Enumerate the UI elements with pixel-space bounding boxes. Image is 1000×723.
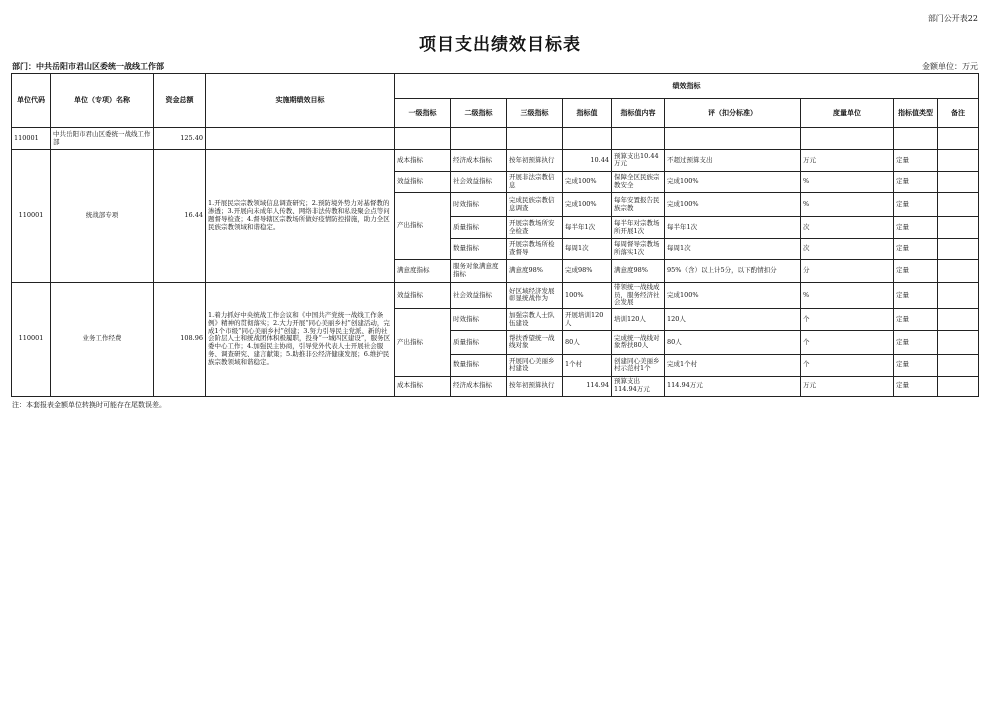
indicator-level1: 效益指标 bbox=[395, 282, 451, 309]
indicator-level3: 开展宗教场所检查督导 bbox=[507, 238, 563, 259]
col-remark: 备注 bbox=[938, 99, 979, 127]
footer-note: 注：本套报表金额单位转换时可能存在尾数误差。 bbox=[12, 401, 166, 409]
indicator-value: 1个村 bbox=[563, 355, 612, 376]
indicator-remark bbox=[938, 330, 979, 354]
indicator-remark bbox=[938, 376, 979, 396]
summary-code: 110001 bbox=[12, 127, 51, 149]
indicator-value-content: 每周督导宗教场所落实1次 bbox=[612, 238, 665, 259]
indicator-measure-unit: 个 bbox=[801, 355, 894, 376]
indicator-level2: 质量指标 bbox=[451, 330, 507, 354]
indicator-value: 80人 bbox=[563, 330, 612, 354]
summary-amount: 125.40 bbox=[154, 127, 206, 149]
indicator-level2: 时效指标 bbox=[451, 309, 507, 330]
indicator-level3: 按年初预算执行 bbox=[507, 376, 563, 396]
indicator-value-content: 预算支出10.44万元 bbox=[612, 150, 665, 171]
indicator-level1: 效益指标 bbox=[395, 171, 451, 192]
project-goals: 1.开展民宗宗教领域信息调查研究；2.预防境外势力对基督教的渗透；3.开展向未成年人传教、网络非法传教和私设聚会点等问题督导检查；4.督导辖区宗教场所做好疫情防控措施，助力全区民族宗教领域和谐稳定。 bbox=[206, 150, 395, 282]
report-tagline: 部门公开表22 bbox=[927, 14, 978, 23]
indicator-level3: 帮扶香望统一战线对象 bbox=[507, 330, 563, 354]
indicator-value: 完成100% bbox=[563, 193, 612, 217]
indicator-value: 开展培训120人 bbox=[563, 309, 612, 330]
indicator-measure-unit: % bbox=[801, 193, 894, 217]
indicator-level3: 好区域经济发展彰显统战作为 bbox=[507, 282, 563, 309]
indicator-scoring: 120人 bbox=[665, 309, 801, 330]
indicator-value-content: 预算支出114.94万元 bbox=[612, 376, 665, 396]
page-title: 项目支出绩效目标表 bbox=[419, 35, 581, 55]
project-name: 业务工作经费 bbox=[51, 282, 154, 396]
indicator-value-content: 保障全区民族宗教安全 bbox=[612, 171, 665, 192]
indicator-level3: 开展同心美丽乡村建设 bbox=[507, 355, 563, 376]
indicator-level3: 满意度98% bbox=[507, 260, 563, 282]
indicator-value-type: 定量 bbox=[894, 355, 938, 376]
indicator-level3: 完成民族宗教信息调查 bbox=[507, 193, 563, 217]
performance-table bbox=[11, 73, 979, 397]
indicator-measure-unit: 次 bbox=[801, 238, 894, 259]
indicator-measure-unit: 次 bbox=[801, 217, 894, 238]
indicator-level2: 质量指标 bbox=[451, 217, 507, 238]
col-level2: 二级指标 bbox=[451, 99, 507, 127]
indicator-row bbox=[12, 150, 979, 171]
project-code: 110001 bbox=[12, 150, 51, 282]
col-level1: 一级指标 bbox=[395, 99, 451, 127]
col-value-content: 指标值内容 bbox=[612, 99, 665, 127]
indicator-measure-unit: 个 bbox=[801, 330, 894, 354]
indicator-value: 100% bbox=[563, 282, 612, 309]
indicator-value: 每周1次 bbox=[563, 238, 612, 259]
indicator-value-type: 定量 bbox=[894, 260, 938, 282]
indicator-level3: 加强宗教人士队伍建设 bbox=[507, 309, 563, 330]
indicator-scoring: 95%（含）以上计5分，以下酌情扣分 bbox=[665, 260, 801, 282]
indicator-level2: 经济成本指标 bbox=[451, 376, 507, 396]
indicator-measure-unit: 个 bbox=[801, 309, 894, 330]
indicator-scoring: 完成100% bbox=[665, 193, 801, 217]
indicator-value-content: 每年安置报告民族宗教 bbox=[612, 193, 665, 217]
indicator-remark bbox=[938, 171, 979, 192]
indicator-measure-unit: % bbox=[801, 282, 894, 309]
indicator-level1: 成本指标 bbox=[395, 150, 451, 171]
indicator-level2: 时效指标 bbox=[451, 193, 507, 217]
indicator-value-type: 定量 bbox=[894, 193, 938, 217]
col-total-funds: 资金总额 bbox=[154, 74, 206, 128]
indicator-remark bbox=[938, 355, 979, 376]
indicator-value: 114.94 bbox=[563, 376, 612, 396]
indicator-scoring: 不超过预算支出 bbox=[665, 150, 801, 171]
col-value: 指标值 bbox=[563, 99, 612, 127]
indicator-value-type: 定量 bbox=[894, 282, 938, 309]
project-amount: 16.44 bbox=[154, 150, 206, 282]
indicator-level3: 开展非法宗教信息 bbox=[507, 171, 563, 192]
indicator-value-type: 定量 bbox=[894, 171, 938, 192]
amount-unit-label: 金额单位：万元 bbox=[922, 62, 978, 71]
department-label: 部门：中共岳阳市君山区委统一战线工作部 bbox=[12, 61, 164, 71]
indicator-level1: 成本指标 bbox=[395, 376, 451, 396]
indicator-scoring: 完成1个村 bbox=[665, 355, 801, 376]
indicator-measure-unit: 万元 bbox=[801, 376, 894, 396]
indicator-remark bbox=[938, 217, 979, 238]
indicator-remark bbox=[938, 260, 979, 282]
indicator-level1: 满意度指标 bbox=[395, 260, 451, 282]
summary-name: 中共岳阳市君山区委统一战线工作部 bbox=[51, 127, 154, 149]
indicator-scoring: 每周1次 bbox=[665, 238, 801, 259]
indicator-remark bbox=[938, 150, 979, 171]
project-name: 统战部专项 bbox=[51, 150, 154, 282]
indicator-remark bbox=[938, 309, 979, 330]
indicator-measure-unit: 分 bbox=[801, 260, 894, 282]
indicator-level1: 产出指标 bbox=[395, 193, 451, 260]
indicator-value-type: 定量 bbox=[894, 238, 938, 259]
indicator-value-content: 每半年对宗教场所开展1次 bbox=[612, 217, 665, 238]
col-indicators: 绩效指标 bbox=[395, 74, 979, 99]
project-amount: 108.96 bbox=[154, 282, 206, 396]
indicator-scoring: 完成100% bbox=[665, 171, 801, 192]
indicator-scoring: 80人 bbox=[665, 330, 801, 354]
indicator-value-type: 定量 bbox=[894, 217, 938, 238]
project-code: 110001 bbox=[12, 282, 51, 396]
indicator-remark bbox=[938, 193, 979, 217]
indicator-level2: 数量指标 bbox=[451, 355, 507, 376]
indicator-value-type: 定量 bbox=[894, 309, 938, 330]
indicator-level2: 社会效益指标 bbox=[451, 282, 507, 309]
col-unit-code: 单位代码 bbox=[12, 74, 51, 128]
col-value-type: 指标值类型 bbox=[894, 99, 938, 127]
col-goals: 实施期绩效目标 bbox=[206, 74, 395, 128]
indicator-value-content: 创建同心美丽乡村示范村1个 bbox=[612, 355, 665, 376]
indicator-measure-unit: % bbox=[801, 171, 894, 192]
col-scoring: 评（扣分标准） bbox=[665, 99, 801, 127]
indicator-value-type: 定量 bbox=[894, 330, 938, 354]
indicator-level2: 数量指标 bbox=[451, 238, 507, 259]
indicator-value-type: 定量 bbox=[894, 376, 938, 396]
indicator-measure-unit: 万元 bbox=[801, 150, 894, 171]
indicator-level2: 社会效益指标 bbox=[451, 171, 507, 192]
indicator-value: 完成98% bbox=[563, 260, 612, 282]
indicator-value-content: 满意度98% bbox=[612, 260, 665, 282]
indicator-level3: 按年初预算执行 bbox=[507, 150, 563, 171]
indicator-row bbox=[12, 282, 979, 309]
indicator-scoring: 完成100% bbox=[665, 282, 801, 309]
project-goals: 1.着力抓好中央统战工作会议和《中国共产党统一战线工作条例》精神的贯彻落实；2.大力开展“同心美丽乡村”创建活动，完成1个市级“同心美丽乡村”创建；3.努力引导民主党派、新的社会阶层人士和统战团体积极履职，投身“一城四区建设”，服务区委中心工作；4.加强民主协商，引导党外代表人士开展社会服务、调查研究、建言献策；5.助推非公经济健康发展；6.维护民族宗教领域和谐稳定。 bbox=[206, 282, 395, 396]
col-measure-unit: 度量单位 bbox=[801, 99, 894, 127]
indicator-value: 完成100% bbox=[563, 171, 612, 192]
col-level3: 三级指标 bbox=[507, 99, 563, 127]
col-unit-name: 单位（专项）名称 bbox=[51, 74, 154, 128]
indicator-remark bbox=[938, 282, 979, 309]
indicator-scoring: 每半年1次 bbox=[665, 217, 801, 238]
summary-row bbox=[12, 127, 979, 149]
indicator-level2: 服务对象满意度指标 bbox=[451, 260, 507, 282]
indicator-remark bbox=[938, 238, 979, 259]
indicator-value-type: 定量 bbox=[894, 150, 938, 171]
indicator-scoring: 114.94万元 bbox=[665, 376, 801, 396]
indicator-value-content: 带领统一战线成员，服务经济社会发展 bbox=[612, 282, 665, 309]
indicator-value-content: 培训120人 bbox=[612, 309, 665, 330]
indicator-level2: 经济成本指标 bbox=[451, 150, 507, 171]
indicator-level3: 开展宗教场所安全检查 bbox=[507, 217, 563, 238]
indicator-level1: 产出指标 bbox=[395, 309, 451, 376]
indicator-value: 每半年1次 bbox=[563, 217, 612, 238]
indicator-value: 10.44 bbox=[563, 150, 612, 171]
indicator-value-content: 完成统一战线对象帮扶80人 bbox=[612, 330, 665, 354]
